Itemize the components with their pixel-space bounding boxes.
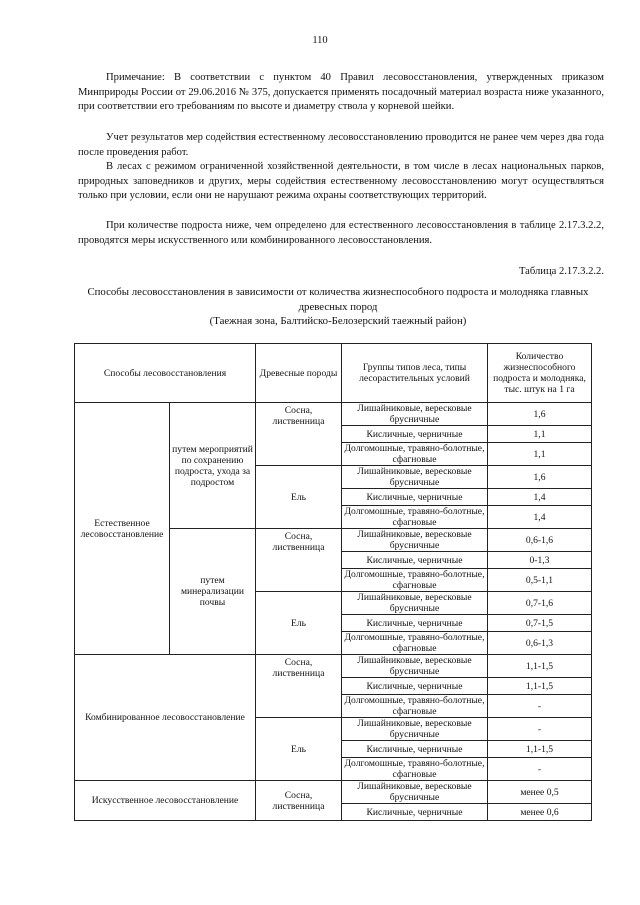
table-title-line1: Способы лесовосстановления в зависимости от количества жизнеспособного подроста и молодняка главных древесных пород [87,286,589,313]
forest-type-lichen: Лишайниковые, вересковые брусничные [342,529,488,552]
forest-type-longmoss: Долгомошные, травяно-болотные, сфагновые [342,569,488,592]
quantity-cell: 0,7-1,5 [488,615,592,632]
note-paragraph: Примечание: В соответствии с пунктом 40 Правил лесовосстановления, утвержденных приказом Минприроды России от 29.06.2016 № 375, допускается применять посадочный материал возраста ниже указанного, при соответствии его требованиям по высоте и диаметру ствола у корневой шейки. [78,72,604,113]
method-combined: Комбинированное лесовосстановление [75,655,256,781]
forest-type-oxalis: Кисличные, черничные [342,741,488,758]
header-species: Древесные породы [256,344,342,403]
page-number: 110 [312,35,328,46]
forest-type-oxalis: Кисличные, черничные [342,804,488,821]
paragraph-restricted-forests: В лесах с режимом ограниченной хозяйственной деятельности, в том числе в лесах национальных парков, природных заповедников и других, меры содействия естественному лесовосстановлению могут осуществляться только при условии, если они не нарушают режима охраны соответствующих территорий. [78,161,604,202]
table-header-row [75,344,592,403]
quantity-cell: 1,4 [488,506,592,529]
table-label: Таблица 2.17.3.2.2. [518,266,604,277]
quantity-cell: 0,6-1,6 [488,529,592,552]
species-pine: Сосна, лиственница [256,529,342,592]
quantity-cell: 1,6 [488,403,592,426]
quantity-cell: 1,1-1,5 [488,655,592,678]
forest-type-oxalis: Кисличные, черничные [342,426,488,443]
quantity-cell: 1,1-1,5 [488,741,592,758]
quantity-cell: - [488,718,592,741]
quantity-cell: 0,7-1,6 [488,592,592,615]
submethod-mineral: путем минерализации почвы [170,529,256,655]
quantity-cell: 1,1 [488,426,592,443]
quantity-cell: менее 0,5 [488,781,592,804]
table-row [75,403,592,426]
table-title-line2: (Таежная зона, Балтийско-Белозерский таежный район) [209,315,467,328]
method-natural: Естественное лесовосстановление [75,403,170,655]
forest-type-lichen: Лишайниковые, вересковые брусничные [342,403,488,426]
paragraph-undergrowth: При количестве подроста ниже, чем определено для естественного лесовосстановления в таблице 2.17.3.2.2, проводятся меры искусственного или комбинированного лесовосстановления. [78,220,604,246]
forest-type-lichen: Лишайниковые, вересковые брусничные [342,718,488,741]
table-row [75,655,592,678]
species-pine: Сосна, лиственница [256,781,342,821]
quantity-cell: 0,5-1,1 [488,569,592,592]
quantity-cell: - [488,758,592,781]
species-pine: Сосна, лиственница [256,655,342,718]
quantity-cell: 1,4 [488,489,592,506]
method-artificial: Искусственное лесовосстановление [75,781,256,821]
table-row [75,781,592,804]
forest-type-oxalis: Кисличные, черничные [342,678,488,695]
forest-type-longmoss: Долгомошные, травяно-болотные, сфагновые [342,632,488,655]
forest-type-oxalis: Кисличные, черничные [342,615,488,632]
submethod-preserve: путем мероприятий по сохранению подроста, ухода за подростом [170,403,256,529]
paragraph-accounting: Учет результатов мер содействия естественному лесовосстановлению проводится не ранее чем через два года после проведения работ. [78,132,604,158]
forest-type-lichen: Лишайниковые, вересковые брусничные [342,781,488,804]
forest-type-lichen: Лишайниковые, вересковые брусничные [342,466,488,489]
forest-type-longmoss: Долгомошные, травяно-болотные, сфагновые [342,758,488,781]
quantity-cell: 1,6 [488,466,592,489]
species-spruce: Ель [256,718,342,781]
species-pine: Сосна, лиственница [256,403,342,466]
table-title [75,285,601,329]
forest-type-longmoss: Долгомошные, травяно-болотные, сфагновые [342,443,488,466]
quantity-cell: 0,6-1,3 [488,632,592,655]
header-quantity: Количество жизнеспособного подроста и молодняка, тыс. штук на 1 га [488,344,592,403]
quantity-cell: 1,1 [488,443,592,466]
forest-type-oxalis: Кисличные, черничные [342,552,488,569]
species-spruce: Ель [256,592,342,655]
forest-type-longmoss: Долгомошные, травяно-болотные, сфагновые [342,695,488,718]
forest-type-lichen: Лишайниковые, вересковые брусничные [342,592,488,615]
forest-type-lichen: Лишайниковые, вересковые брусничные [342,655,488,678]
species-spruce: Ель [256,466,342,529]
quantity-cell: 0-1,3 [488,552,592,569]
forest-type-oxalis: Кисличные, черничные [342,489,488,506]
quantity-cell: 1,1-1,5 [488,678,592,695]
quantity-cell: менее 0,6 [488,804,592,821]
header-forest-types: Группы типов леса, типы лесорастительных условий [342,344,488,403]
quantity-cell: - [488,695,592,718]
regeneration-table [74,343,592,821]
header-methods: Способы лесовосстановления [75,344,256,403]
forest-type-longmoss: Долгомошные, травяно-болотные, сфагновые [342,506,488,529]
